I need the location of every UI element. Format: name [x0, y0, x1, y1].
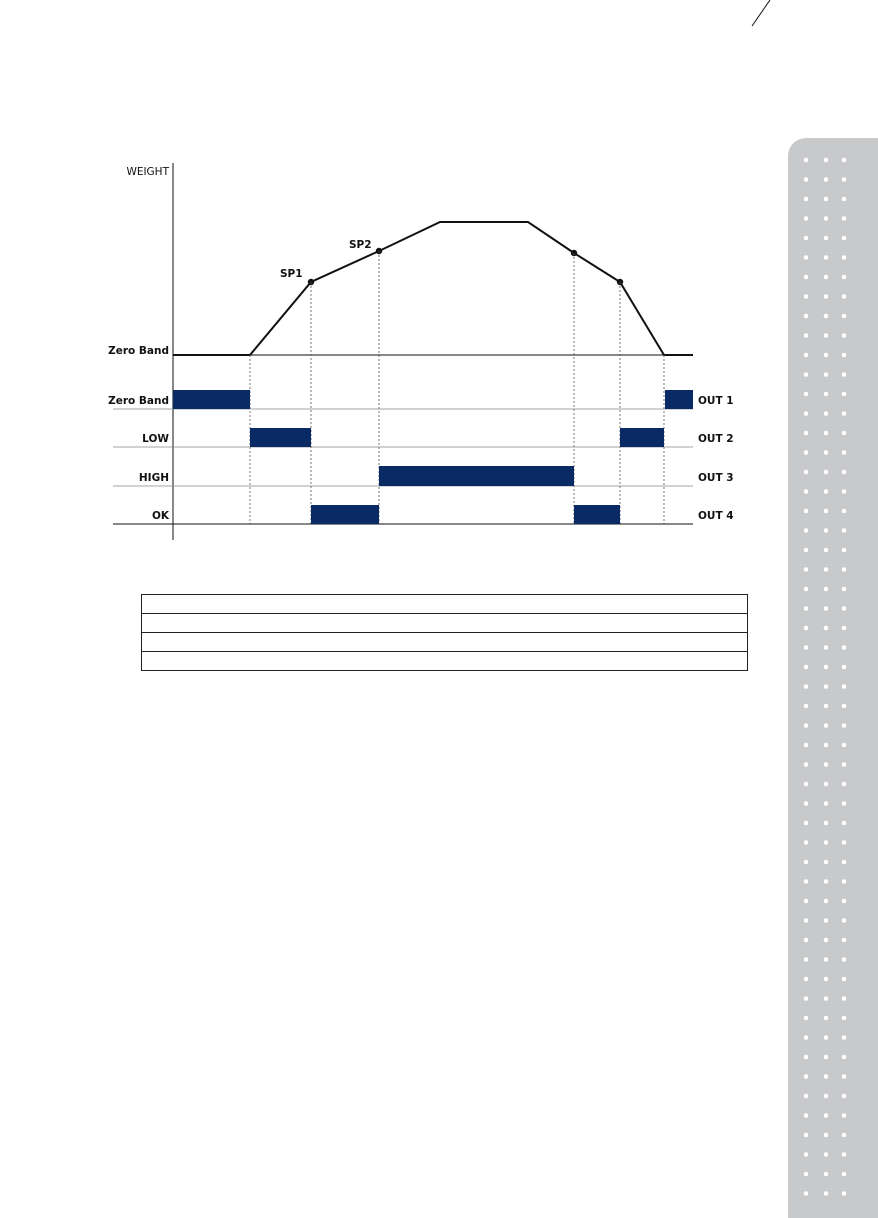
decor-dot	[842, 782, 847, 787]
decor-dot	[842, 606, 847, 611]
out4-bar-rise	[311, 505, 379, 524]
decor-dot	[804, 665, 809, 670]
decor-dot	[804, 606, 809, 611]
output-bars	[173, 390, 693, 524]
decor-dot	[842, 957, 847, 962]
decor-dot	[804, 840, 809, 845]
decor-dot	[804, 801, 809, 806]
out1-bar-start	[173, 390, 250, 409]
decor-dot	[842, 1191, 847, 1196]
decor-dot	[824, 1152, 829, 1157]
decor-dot	[804, 860, 809, 865]
decor-dot	[842, 431, 847, 436]
decor-dot	[804, 255, 809, 260]
decor-dot	[824, 840, 829, 845]
decor-dot	[804, 821, 809, 826]
decor-dot	[842, 197, 847, 202]
decor-dot	[842, 743, 847, 748]
decor-dot	[842, 1035, 847, 1040]
decor-dot	[804, 996, 809, 1001]
decor-dot	[842, 372, 847, 377]
decor-dot	[842, 684, 847, 689]
decor-dot	[824, 860, 829, 865]
zero-band-axis-label: Zero Band	[108, 345, 169, 357]
decor-dot	[824, 977, 829, 982]
decor-dot	[842, 1074, 847, 1079]
decor-dot	[842, 821, 847, 826]
decor-dot	[842, 489, 847, 494]
output-label-out1: OUT 1	[698, 395, 734, 407]
decor-dot	[824, 314, 829, 319]
decor-dot	[824, 1016, 829, 1021]
decor-dot	[804, 918, 809, 923]
decor-dot	[842, 294, 847, 299]
decor-dot	[804, 314, 809, 319]
table-row	[142, 614, 748, 633]
decor-dot	[842, 879, 847, 884]
side-decoration-strip	[788, 138, 878, 1218]
decor-dot	[842, 996, 847, 1001]
decor-dot	[824, 743, 829, 748]
decor-dot	[842, 509, 847, 514]
decor-dot	[842, 645, 847, 650]
decor-dot	[804, 275, 809, 280]
decor-dot	[804, 236, 809, 241]
decor-dot	[842, 1172, 847, 1177]
out2-bar-rise	[250, 428, 311, 447]
decor-dot	[804, 489, 809, 494]
decor-dot	[824, 606, 829, 611]
dot-pattern	[788, 138, 878, 1218]
decor-dot	[824, 938, 829, 943]
row-label-high: HIGH	[138, 472, 169, 484]
decor-dot	[842, 918, 847, 923]
out1-bar-end	[665, 390, 693, 409]
decor-dot	[804, 645, 809, 650]
output-label-out3: OUT 3	[698, 472, 734, 484]
table-cell	[142, 614, 748, 633]
decor-dot	[804, 177, 809, 182]
decor-dot	[804, 762, 809, 767]
decor-dot	[842, 704, 847, 709]
decor-dot	[842, 723, 847, 728]
decor-dot	[804, 704, 809, 709]
decor-dot	[824, 372, 829, 377]
decor-dot	[804, 957, 809, 962]
decor-dot	[824, 450, 829, 455]
decor-dot	[842, 1016, 847, 1021]
row-label-zero-band: Zero Band	[108, 395, 169, 407]
decor-dot	[824, 723, 829, 728]
decor-dot	[842, 236, 847, 241]
decor-dot	[804, 1016, 809, 1021]
decor-dot	[824, 275, 829, 280]
decor-dot	[804, 879, 809, 884]
decor-dot	[804, 1035, 809, 1040]
decor-dot	[842, 1094, 847, 1099]
decor-dot	[824, 1172, 829, 1177]
decor-dot	[842, 626, 847, 631]
decor-dot	[842, 587, 847, 592]
decor-dot	[824, 353, 829, 358]
decor-dot	[804, 782, 809, 787]
decor-dot	[842, 801, 847, 806]
y-axis-label: WEIGHT	[126, 166, 169, 178]
decor-dot	[842, 392, 847, 397]
decor-dot	[824, 899, 829, 904]
decor-dot	[824, 411, 829, 416]
decor-dot	[824, 782, 829, 787]
decor-dot	[804, 587, 809, 592]
decor-dot	[824, 158, 829, 163]
table-cell	[142, 595, 748, 614]
decor-dot	[804, 450, 809, 455]
decor-dot	[842, 470, 847, 475]
decor-dot	[842, 548, 847, 553]
decor-dot	[804, 548, 809, 553]
decor-dot	[824, 548, 829, 553]
decor-dot	[824, 431, 829, 436]
decor-dot	[824, 489, 829, 494]
decor-dot	[842, 275, 847, 280]
decor-dot	[804, 626, 809, 631]
decor-dot	[824, 177, 829, 182]
decor-dot	[842, 665, 847, 670]
decor-dot	[804, 723, 809, 728]
decor-dot	[824, 626, 829, 631]
decor-dot	[804, 1172, 809, 1177]
decor-dot	[842, 840, 847, 845]
row-label-low: LOW	[142, 433, 169, 445]
out3-bar	[379, 466, 574, 486]
decor-dot	[804, 567, 809, 572]
table-row	[142, 595, 748, 614]
decor-dot	[824, 957, 829, 962]
decor-dot	[804, 1152, 809, 1157]
decor-dot	[824, 684, 829, 689]
decor-dot	[804, 431, 809, 436]
decor-dot	[804, 353, 809, 358]
decor-dot	[842, 255, 847, 260]
decor-dot	[824, 1055, 829, 1060]
decor-dot	[804, 743, 809, 748]
decor-dot	[804, 392, 809, 397]
decor-dot	[824, 528, 829, 533]
decor-dot	[804, 1113, 809, 1118]
decor-dot	[824, 255, 829, 260]
decor-dot	[804, 372, 809, 377]
decor-dot	[824, 1094, 829, 1099]
decor-dot	[824, 392, 829, 397]
decor-dot	[804, 1074, 809, 1079]
sp1-label: SP1	[280, 268, 303, 280]
decor-dot	[842, 353, 847, 358]
table-row	[142, 633, 748, 652]
decor-dot	[842, 899, 847, 904]
decor-dot	[824, 509, 829, 514]
decor-dot	[824, 567, 829, 572]
decor-dot	[824, 879, 829, 884]
blank-table	[141, 594, 748, 671]
decor-dot	[804, 1133, 809, 1138]
decor-dot	[824, 197, 829, 202]
decor-dot	[804, 216, 809, 221]
decor-dot	[824, 1074, 829, 1079]
out2-bar-fall	[620, 428, 664, 447]
decor-dot	[804, 470, 809, 475]
decor-dot	[804, 509, 809, 514]
decor-dot	[804, 977, 809, 982]
decor-dot	[804, 411, 809, 416]
decor-dot	[824, 1191, 829, 1196]
decor-dot	[804, 1055, 809, 1060]
output-label-out4: OUT 4	[698, 510, 734, 522]
decor-dot	[842, 1133, 847, 1138]
decor-dot	[824, 821, 829, 826]
weight-curve	[173, 222, 693, 355]
decor-dot	[824, 645, 829, 650]
decor-dot	[804, 528, 809, 533]
decor-dot	[842, 977, 847, 982]
decor-dot	[824, 333, 829, 338]
decor-dot	[804, 1094, 809, 1099]
decor-dot	[824, 801, 829, 806]
sp2-label: SP2	[349, 239, 372, 251]
decor-dot	[804, 938, 809, 943]
output-label-out2: OUT 2	[698, 433, 734, 445]
decor-dot	[804, 899, 809, 904]
decor-dot	[842, 411, 847, 416]
decor-dot	[842, 158, 847, 163]
setpoint-timing-diagram	[0, 0, 780, 560]
decor-dot	[804, 333, 809, 338]
table-cell	[142, 652, 748, 671]
decor-dot	[824, 1113, 829, 1118]
decor-dot	[824, 1133, 829, 1138]
decor-dot	[824, 294, 829, 299]
decor-dot	[824, 587, 829, 592]
decor-dot	[842, 314, 847, 319]
decor-dot	[804, 684, 809, 689]
decor-dot	[842, 1113, 847, 1118]
decor-dot	[824, 470, 829, 475]
decor-dot	[824, 762, 829, 767]
decor-dot	[824, 236, 829, 241]
decor-dot	[842, 860, 847, 865]
table-cell	[142, 633, 748, 652]
decor-dot	[824, 996, 829, 1001]
decor-dot	[842, 450, 847, 455]
decor-dot	[842, 216, 847, 221]
decor-dot	[842, 1152, 847, 1157]
decor-dot	[824, 704, 829, 709]
decor-dot	[824, 665, 829, 670]
decor-dot	[842, 567, 847, 572]
decor-dot	[804, 294, 809, 299]
decor-dot	[842, 333, 847, 338]
decor-dot	[842, 762, 847, 767]
decor-dot	[804, 158, 809, 163]
decor-dot	[824, 918, 829, 923]
decor-dot	[824, 1035, 829, 1040]
decor-dot	[842, 177, 847, 182]
decor-dot	[804, 197, 809, 202]
row-label-ok: OK	[151, 510, 169, 522]
out4-bar-fall	[574, 505, 620, 524]
table-row	[142, 652, 748, 671]
decor-dot	[842, 528, 847, 533]
decor-dot	[804, 1191, 809, 1196]
decor-dot	[842, 1055, 847, 1060]
decor-dot	[824, 216, 829, 221]
decor-dot	[842, 938, 847, 943]
